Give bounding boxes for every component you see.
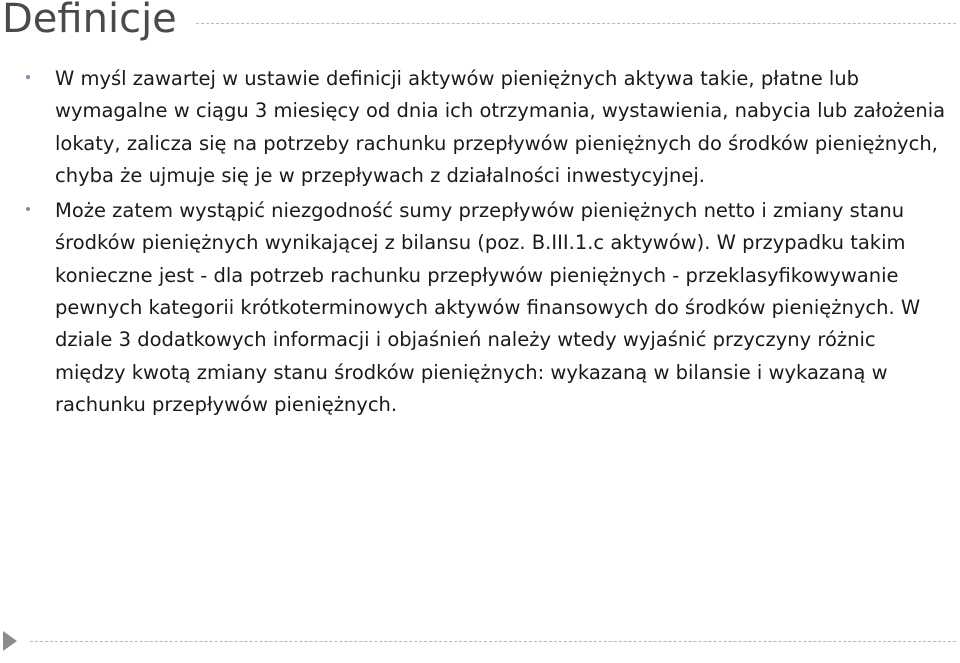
play-triangle-icon[interactable] bbox=[3, 631, 17, 651]
bullet-text: Może zatem wystąpić niezgodność sumy przepływów pieniężnych netto i zmiany stanu środków pieniężnych wynikającej z bilansu (poz. B.III.1.c aktywów). W przypadku takim konieczne jest - dla potrzeb rachunku przepływów pieniężnych - przeklasyfikowywanie pewnych kategorii krótkoterminowych aktywów finansowych do środków pieniężnych. W dziale 3 dodatkowych informacji i objaśnień należy wtedy wyjaśnić przyczyny różnic między kwotą zmiany stanu środków pieniężnych: wykazaną w bilansie i wykazaną w rachunku przepływów pieniężnych. bbox=[55, 199, 921, 416]
bullet-dot-icon bbox=[26, 207, 30, 211]
bullet-item bbox=[22, 63, 952, 192]
bullet-item bbox=[22, 195, 952, 421]
bullet-text: W myśl zawartej w ustawie definicji aktywów pieniężnych aktywa takie, płatne lub wymagalne w ciągu 3 miesięcy od dnia ich otrzymania, wystawienia, nabycia lub założenia lokaty, zalicza się na potrzeby rachunku przepływów pieniężnych do środków pieniężnych, chyba że ujmuje się je w przepływach z działalności inwestycyjnej. bbox=[55, 67, 946, 187]
slide-title: Definicje bbox=[2, 0, 177, 42]
title-divider bbox=[196, 23, 956, 24]
bullet-list bbox=[22, 63, 952, 421]
bullet-dot-icon bbox=[26, 75, 30, 79]
footer-divider bbox=[30, 641, 956, 642]
